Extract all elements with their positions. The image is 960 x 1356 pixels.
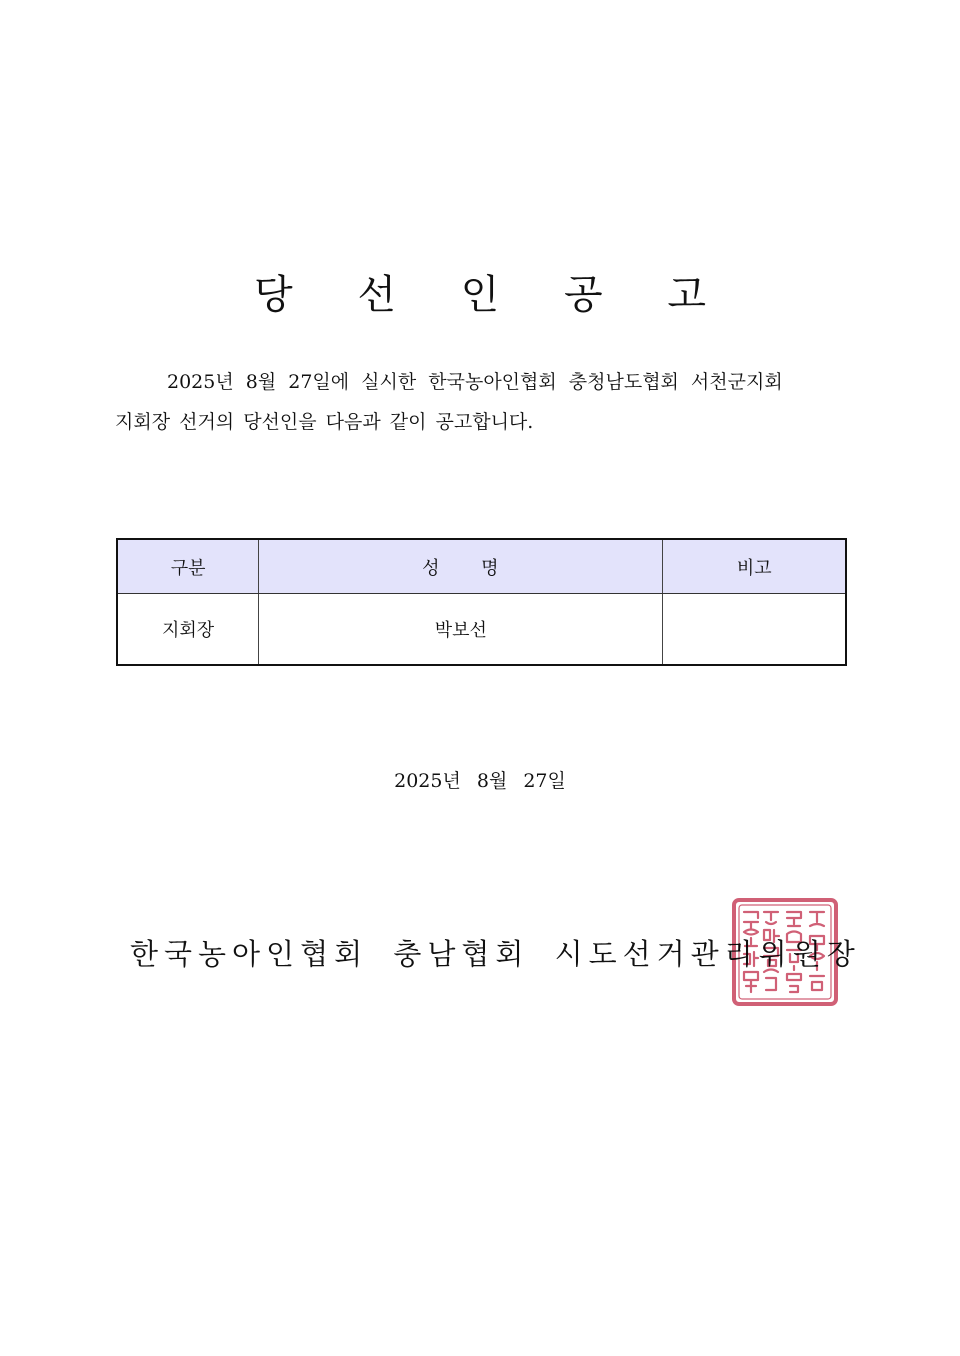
row-category: 지회장: [117, 594, 259, 666]
winners-table: [116, 538, 847, 666]
table-row: [117, 594, 846, 666]
header-note: 비고: [663, 539, 846, 594]
notice-body-line-1: 2025년 8월 27일에 실시한 한국농아인협회 충청남도협회 서천군지회: [167, 371, 783, 393]
notice-title: 당 선 인 공 고: [253, 271, 733, 318]
table-header-row: [117, 539, 846, 594]
header-name: 성 명: [259, 539, 663, 594]
signature-line: 한국농아인협회 충남협회 시도선거관리위원장: [130, 937, 861, 971]
header-category: 구분: [117, 539, 259, 594]
official-seal-stamp: [730, 896, 840, 1008]
notice-body-line-2: 지회장 선거의 당선인을 다음과 같이 공고합니다.: [115, 411, 534, 433]
notice-body: [115, 362, 847, 442]
row-name: 박보선: [259, 594, 663, 666]
notice-date: 2025년 8월 27일: [394, 770, 566, 792]
row-note: [663, 594, 846, 666]
